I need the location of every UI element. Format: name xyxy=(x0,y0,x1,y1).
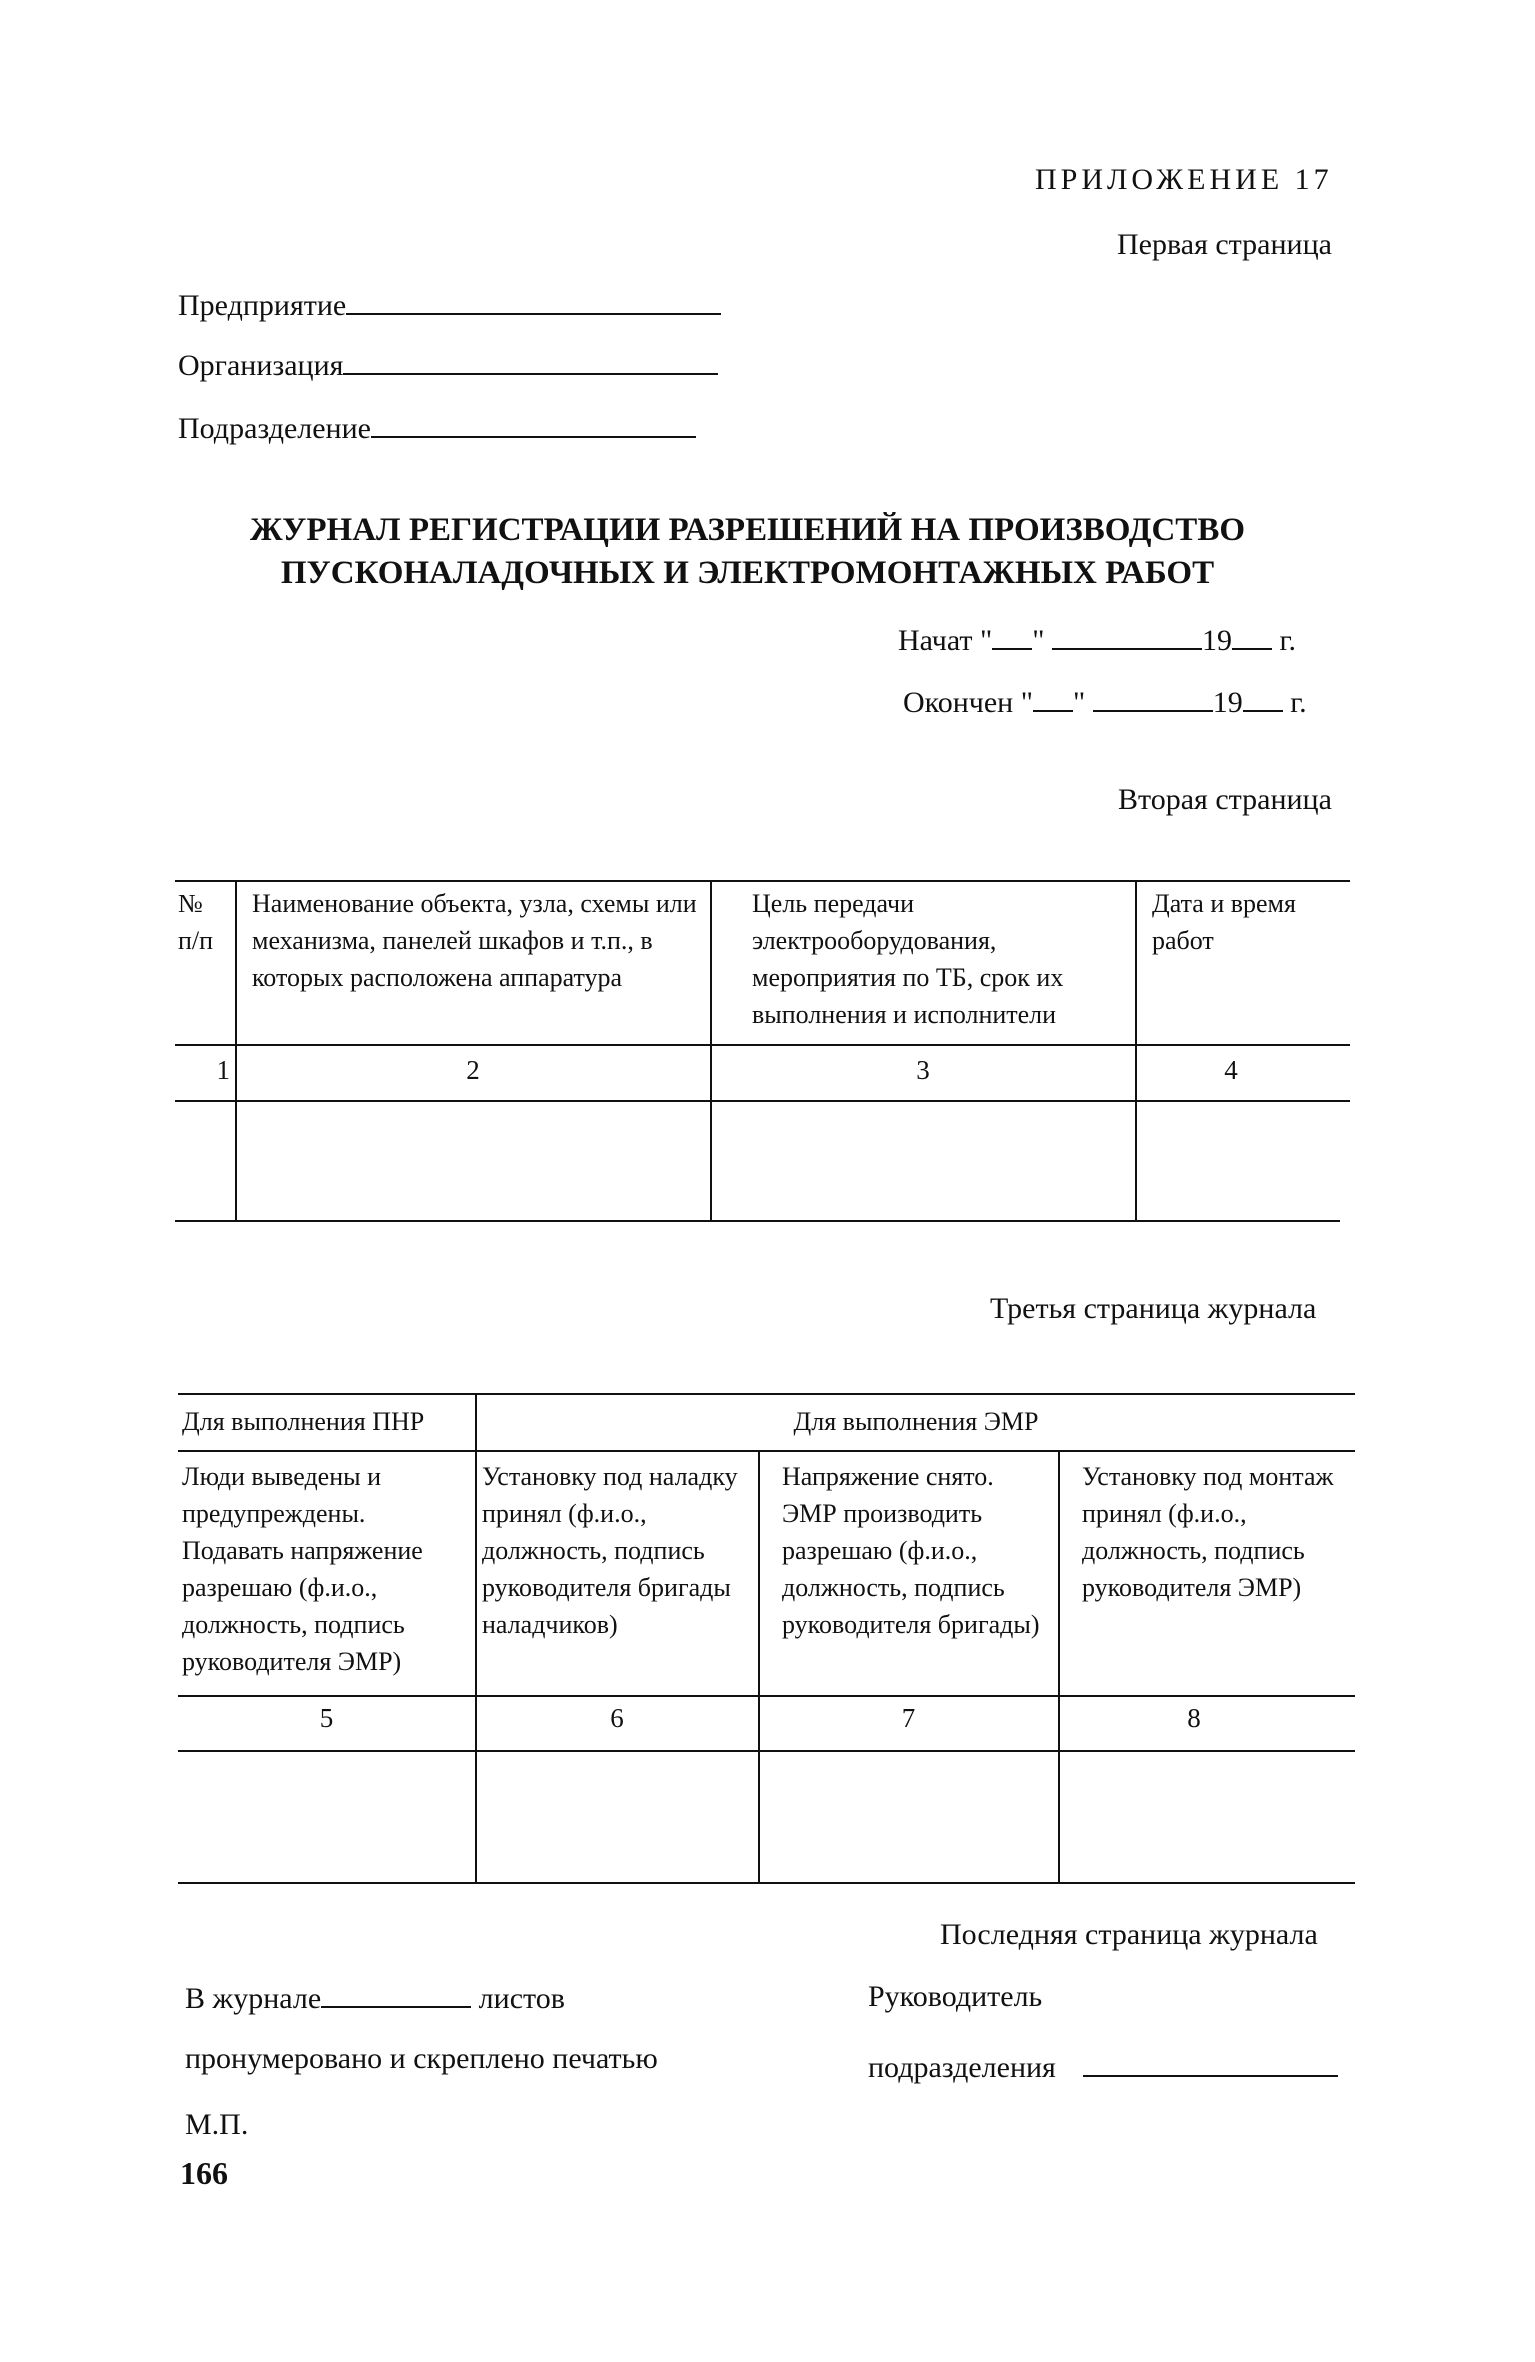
started-year-suffix: г. xyxy=(1279,624,1296,657)
ended-year-prefix: 19 xyxy=(1212,686,1243,719)
col-number-7: 7 xyxy=(901,1703,916,1733)
started-date: Начат " " 19 г. xyxy=(898,620,1296,658)
second-page-label: Вторая страница xyxy=(1118,783,1332,816)
organization-label: Организация xyxy=(178,349,344,382)
col-voltage-removed-header: Напряжение снято. ЭМР производить разрешаю (ф.и.о., должность, подпись руководителя бригады) xyxy=(782,1462,1040,1639)
enterprise-label: Предприятие xyxy=(178,289,347,322)
col-number-8: 8 xyxy=(1187,1703,1201,1733)
col-datetime-header: Дата и время работ xyxy=(1152,889,1296,955)
col-people-warned-header: Люди выведены и предупреждены. Подавать напряжение разрешаю (ф.и.о., должность, подпись руководителя ЭМР) xyxy=(182,1462,423,1676)
in-journal-label: В журнале xyxy=(185,1982,322,2015)
third-page-label: Третья страница журнала xyxy=(990,1292,1317,1325)
head-division-field xyxy=(868,2047,1338,2085)
organization-field xyxy=(178,345,718,383)
col-object-header: Наименование объекта, узла, схемы или механизма, панелей шкафов и т.п., в которых расположена аппаратура xyxy=(252,889,697,992)
col-purpose-header: Цель передачи электрооборудования, мероприятия по ТБ, срок их выполнения и исполнители xyxy=(752,889,1064,1029)
enterprise-blank xyxy=(346,285,721,315)
started-year-prefix: 19 xyxy=(1202,624,1233,657)
journal-title-line1: ЖУРНАЛ РЕГИСТРАЦИИ РАЗРЕШЕНИЙ НА ПРОИЗВОДСТВО xyxy=(249,512,1245,548)
first-page-label: Первая страница xyxy=(1117,228,1332,261)
group-pnr-header: Для выполнения ПНР xyxy=(182,1407,425,1436)
col-installation-accepted-header: Установку под монтаж принял (ф.и.о., должность, подпись руководителя ЭМР) xyxy=(1082,1462,1334,1602)
division-blank xyxy=(371,408,696,438)
col-number-4: 4 xyxy=(1224,1055,1238,1085)
numbered-label: пронумеровано и скреплено печатью xyxy=(185,2042,658,2075)
col-commissioning-accepted-header: Установку под наладку принял (ф.и.о., должность, подпись руководителя бригады наладчиков) xyxy=(482,1462,738,1639)
col-number-header: № п/п xyxy=(178,889,214,955)
journal-title-line2: ПУСКОНАЛАДОЧНЫХ И ЭЛЕКТРОМОНТАЖНЫХ РАБОТ xyxy=(280,555,1215,591)
in-journal-field xyxy=(185,1978,565,2016)
division-field xyxy=(178,408,696,446)
sheets-label: листов xyxy=(478,1982,565,2015)
group-emr-header: Для выполнения ЭМР xyxy=(793,1407,1039,1436)
col-number-6: 6 xyxy=(610,1703,624,1733)
organization-blank xyxy=(343,345,718,375)
head-division-label: подразделения xyxy=(868,2051,1056,2084)
col-number-1: 1 xyxy=(216,1055,230,1085)
col-number-3: 3 xyxy=(916,1055,930,1085)
ended-label: Окончен xyxy=(903,686,1014,719)
ended-date: Окончен " " 19 г. xyxy=(903,682,1307,720)
enterprise-field xyxy=(178,285,721,323)
appendix-label: ПРИЛОЖЕНИЕ 17 xyxy=(1035,163,1333,196)
last-page-label: Последняя страница журнала xyxy=(940,1918,1318,1951)
head-label: Руководитель xyxy=(868,1980,1043,2013)
ended-year-suffix: г. xyxy=(1290,686,1307,719)
stamp-label: М.П. xyxy=(185,2108,249,2141)
started-label: Начат xyxy=(898,624,973,657)
page-number: 166 xyxy=(180,2155,228,2191)
col-number-5: 5 xyxy=(319,1703,334,1733)
division-label: Подразделение xyxy=(178,412,371,445)
col-number-2: 2 xyxy=(466,1055,480,1085)
